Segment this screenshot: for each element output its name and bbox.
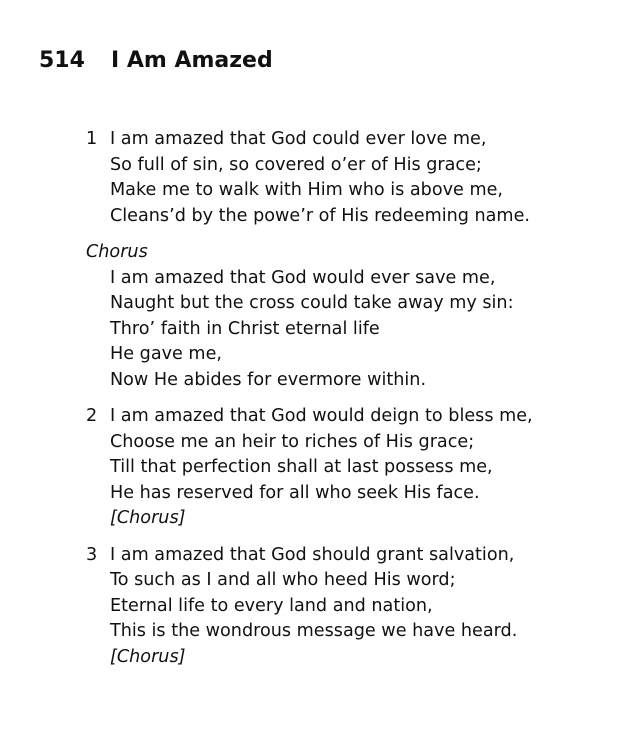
stanza-line: I am amazed that God would deign to bless me,	[110, 406, 533, 426]
chorus-line: I am amazed that God would ever save me,	[110, 267, 496, 288]
stanza-line: This is the wondrous message we have heard.	[110, 621, 518, 641]
chorus-line: Thro’ faith in Christ eternal life	[110, 318, 380, 339]
hymn-title: I Am Amazed	[111, 48, 273, 73]
stanza-line: Eternal life to every land and nation,	[110, 595, 433, 616]
stanza-line: Choose me an heir to riches of His grace;	[110, 431, 475, 452]
chorus-label: Chorus	[86, 242, 148, 262]
stanza-line: Make me to walk with Him who is above me,	[110, 180, 503, 200]
chorus-line: He gave me,	[110, 344, 222, 364]
stanza-number: 3	[86, 544, 98, 565]
stanza-2	[86, 404, 533, 532]
stanza-line: So full of sin, so covered o’er of His grace;	[110, 154, 482, 175]
stanza-line: To such as I and all who heed His word;	[110, 570, 456, 590]
hymn-number: 514	[39, 48, 85, 73]
chorus-line: Now He abides for evermore within.	[110, 369, 427, 390]
stanza-line: I am amazed that God could ever love me,	[110, 129, 487, 149]
hymn-header	[39, 46, 273, 76]
stanza-line: I am amazed that God should grant salvation,	[110, 544, 515, 565]
chorus	[86, 240, 533, 393]
stanza-3	[86, 543, 533, 671]
stanza-line: He has reserved for all who seek His face.	[110, 482, 480, 503]
stanza-number: 1	[86, 129, 98, 149]
stanza-line: Till that perfection shall at last possess me,	[110, 457, 493, 477]
stanza-line: Cleans’d by the powe’r of His redeeming name.	[110, 205, 530, 226]
chorus-line: Naught but the cross could take away my sin:	[110, 293, 514, 313]
hymn-body	[86, 127, 533, 670]
stanza-1	[86, 127, 533, 229]
stanza-number: 2	[86, 406, 98, 426]
chorus-reference: [Chorus]	[110, 508, 186, 528]
chorus-reference: [Chorus]	[110, 646, 186, 667]
